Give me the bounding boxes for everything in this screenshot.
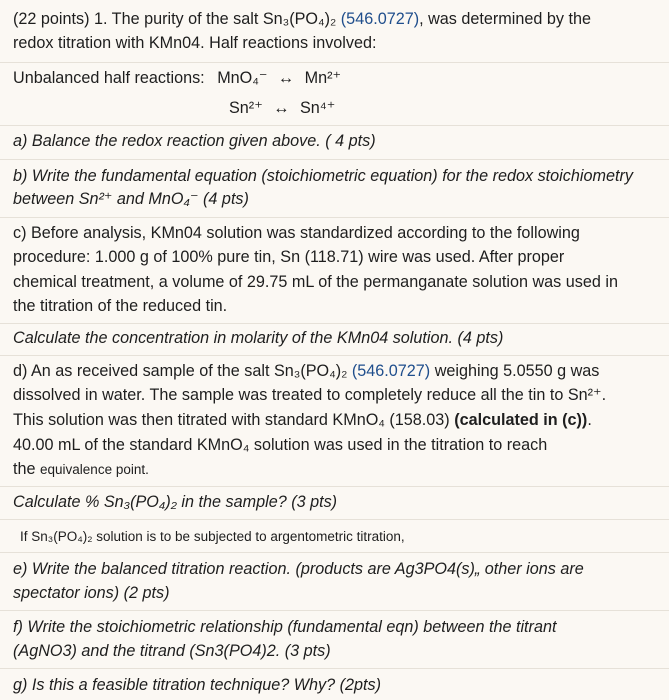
- sample-mass: weighing 5.0550 g was: [430, 362, 600, 380]
- reaction-arrow-2: ↔: [273, 99, 290, 117]
- header-line-1: [13, 9, 591, 29]
- manganese-ion: Mn²⁺: [304, 69, 342, 87]
- part-d-line-2: dissolved in water. The sample was treated to completely reduce all the tin to Sn²⁺.: [13, 386, 607, 404]
- period: .: [587, 411, 592, 429]
- molar-mass: (546.0727): [340, 10, 420, 28]
- header-line-2: redox titration with KMn04. Half reactions involved:: [13, 34, 377, 52]
- molar-mass: (546.0727): [351, 362, 431, 380]
- divider: [0, 323, 669, 324]
- part-a: a) Balance the redox reaction given above. ( 4 pts): [13, 132, 376, 150]
- salt-formula: Sn₃(PO₄)₂: [273, 362, 348, 380]
- part-d-line-4: 40.00 mL of the standard KMnO₄ solution was used in the titration to reach: [13, 436, 548, 454]
- titration-text: This solution was then titrated with standard KMnO₄ (158.03): [13, 411, 455, 429]
- calculated-note: (calculated in (c)): [454, 411, 588, 429]
- part-d-line-1: [13, 361, 599, 381]
- part-b-line-2: between Sn²⁺ and MnO₄⁻ (4 pts): [13, 190, 249, 208]
- part-c-question: Calculate the concentration in molarity of the KMn04 solution. (4 pts): [13, 329, 504, 347]
- part-e-line-1: e) Write the balanced titration reaction. (products are Ag3PO4(s)„ other ions are: [13, 560, 584, 578]
- part-e-line-2: spectator ions) (2 pts): [13, 584, 170, 602]
- divider: [0, 519, 669, 520]
- equivalence-point: equivalence point.: [40, 462, 149, 477]
- part-d-intro: d) An as received sample of the salt: [13, 362, 274, 380]
- part-c-line-2: procedure: 1.000 g of 100% pure tin, Sn (118.71) wire was used. After proper: [13, 248, 565, 266]
- problem-points: (22 points) 1. The purity of the salt: [13, 10, 263, 28]
- part-c-line-4: the titration of the reduced tin.: [13, 297, 228, 315]
- part-b-line-1: b) Write the fundamental equation (stoichiometric equation) for the redox stoichiometry: [13, 167, 633, 185]
- tin-4-ion: Sn⁴⁺: [299, 99, 336, 117]
- part-d-line-5: [13, 459, 149, 480]
- part-d-line-3: [13, 410, 592, 430]
- part-c-line-1: c) Before analysis, KMn04 solution was standardized according to the following: [13, 224, 580, 242]
- divider: [0, 668, 669, 669]
- part-f-line-2: (AgNO3) and the titrand (Sn3(PO4)2. (3 pts): [13, 642, 331, 660]
- part-d-question: Calculate % Sn₃(PO₄)₂ in the sample? (3 pts): [13, 493, 338, 511]
- the-word: the: [13, 460, 41, 478]
- part-c-line-3: chemical treatment, a volume of 29.75 mL of the permanganate solution was used in: [13, 273, 618, 291]
- divider: [0, 486, 669, 487]
- divider: [0, 125, 669, 126]
- tin-2-ion: Sn²⁺: [229, 99, 263, 117]
- salt-formula: Sn₃(PO₄)₂: [262, 10, 337, 28]
- half-reaction-2: [229, 98, 335, 118]
- permanganate: MnO₄⁻: [217, 69, 268, 87]
- divider: [0, 159, 669, 160]
- part-f-line-1: f) Write the stoichiometric relationship (fundamental eqn) between the titrant: [13, 618, 557, 636]
- divider: [0, 610, 669, 611]
- divider: [0, 62, 669, 63]
- argentometric-note: If Sn₃(PO₄)₂ solution is to be subjected to argentometric titration,: [20, 529, 405, 544]
- divider: [0, 552, 669, 553]
- half-reactions-label: Unbalanced half reactions:: [13, 69, 205, 87]
- divider: [0, 355, 669, 356]
- reaction-arrow-1: ↔: [277, 69, 295, 87]
- header-tail: , was determined by the: [419, 10, 591, 28]
- divider: [0, 217, 669, 218]
- half-reaction-1: [13, 68, 341, 88]
- part-g: g) Is this a feasible titration technique? Why? (2pts): [13, 676, 381, 694]
